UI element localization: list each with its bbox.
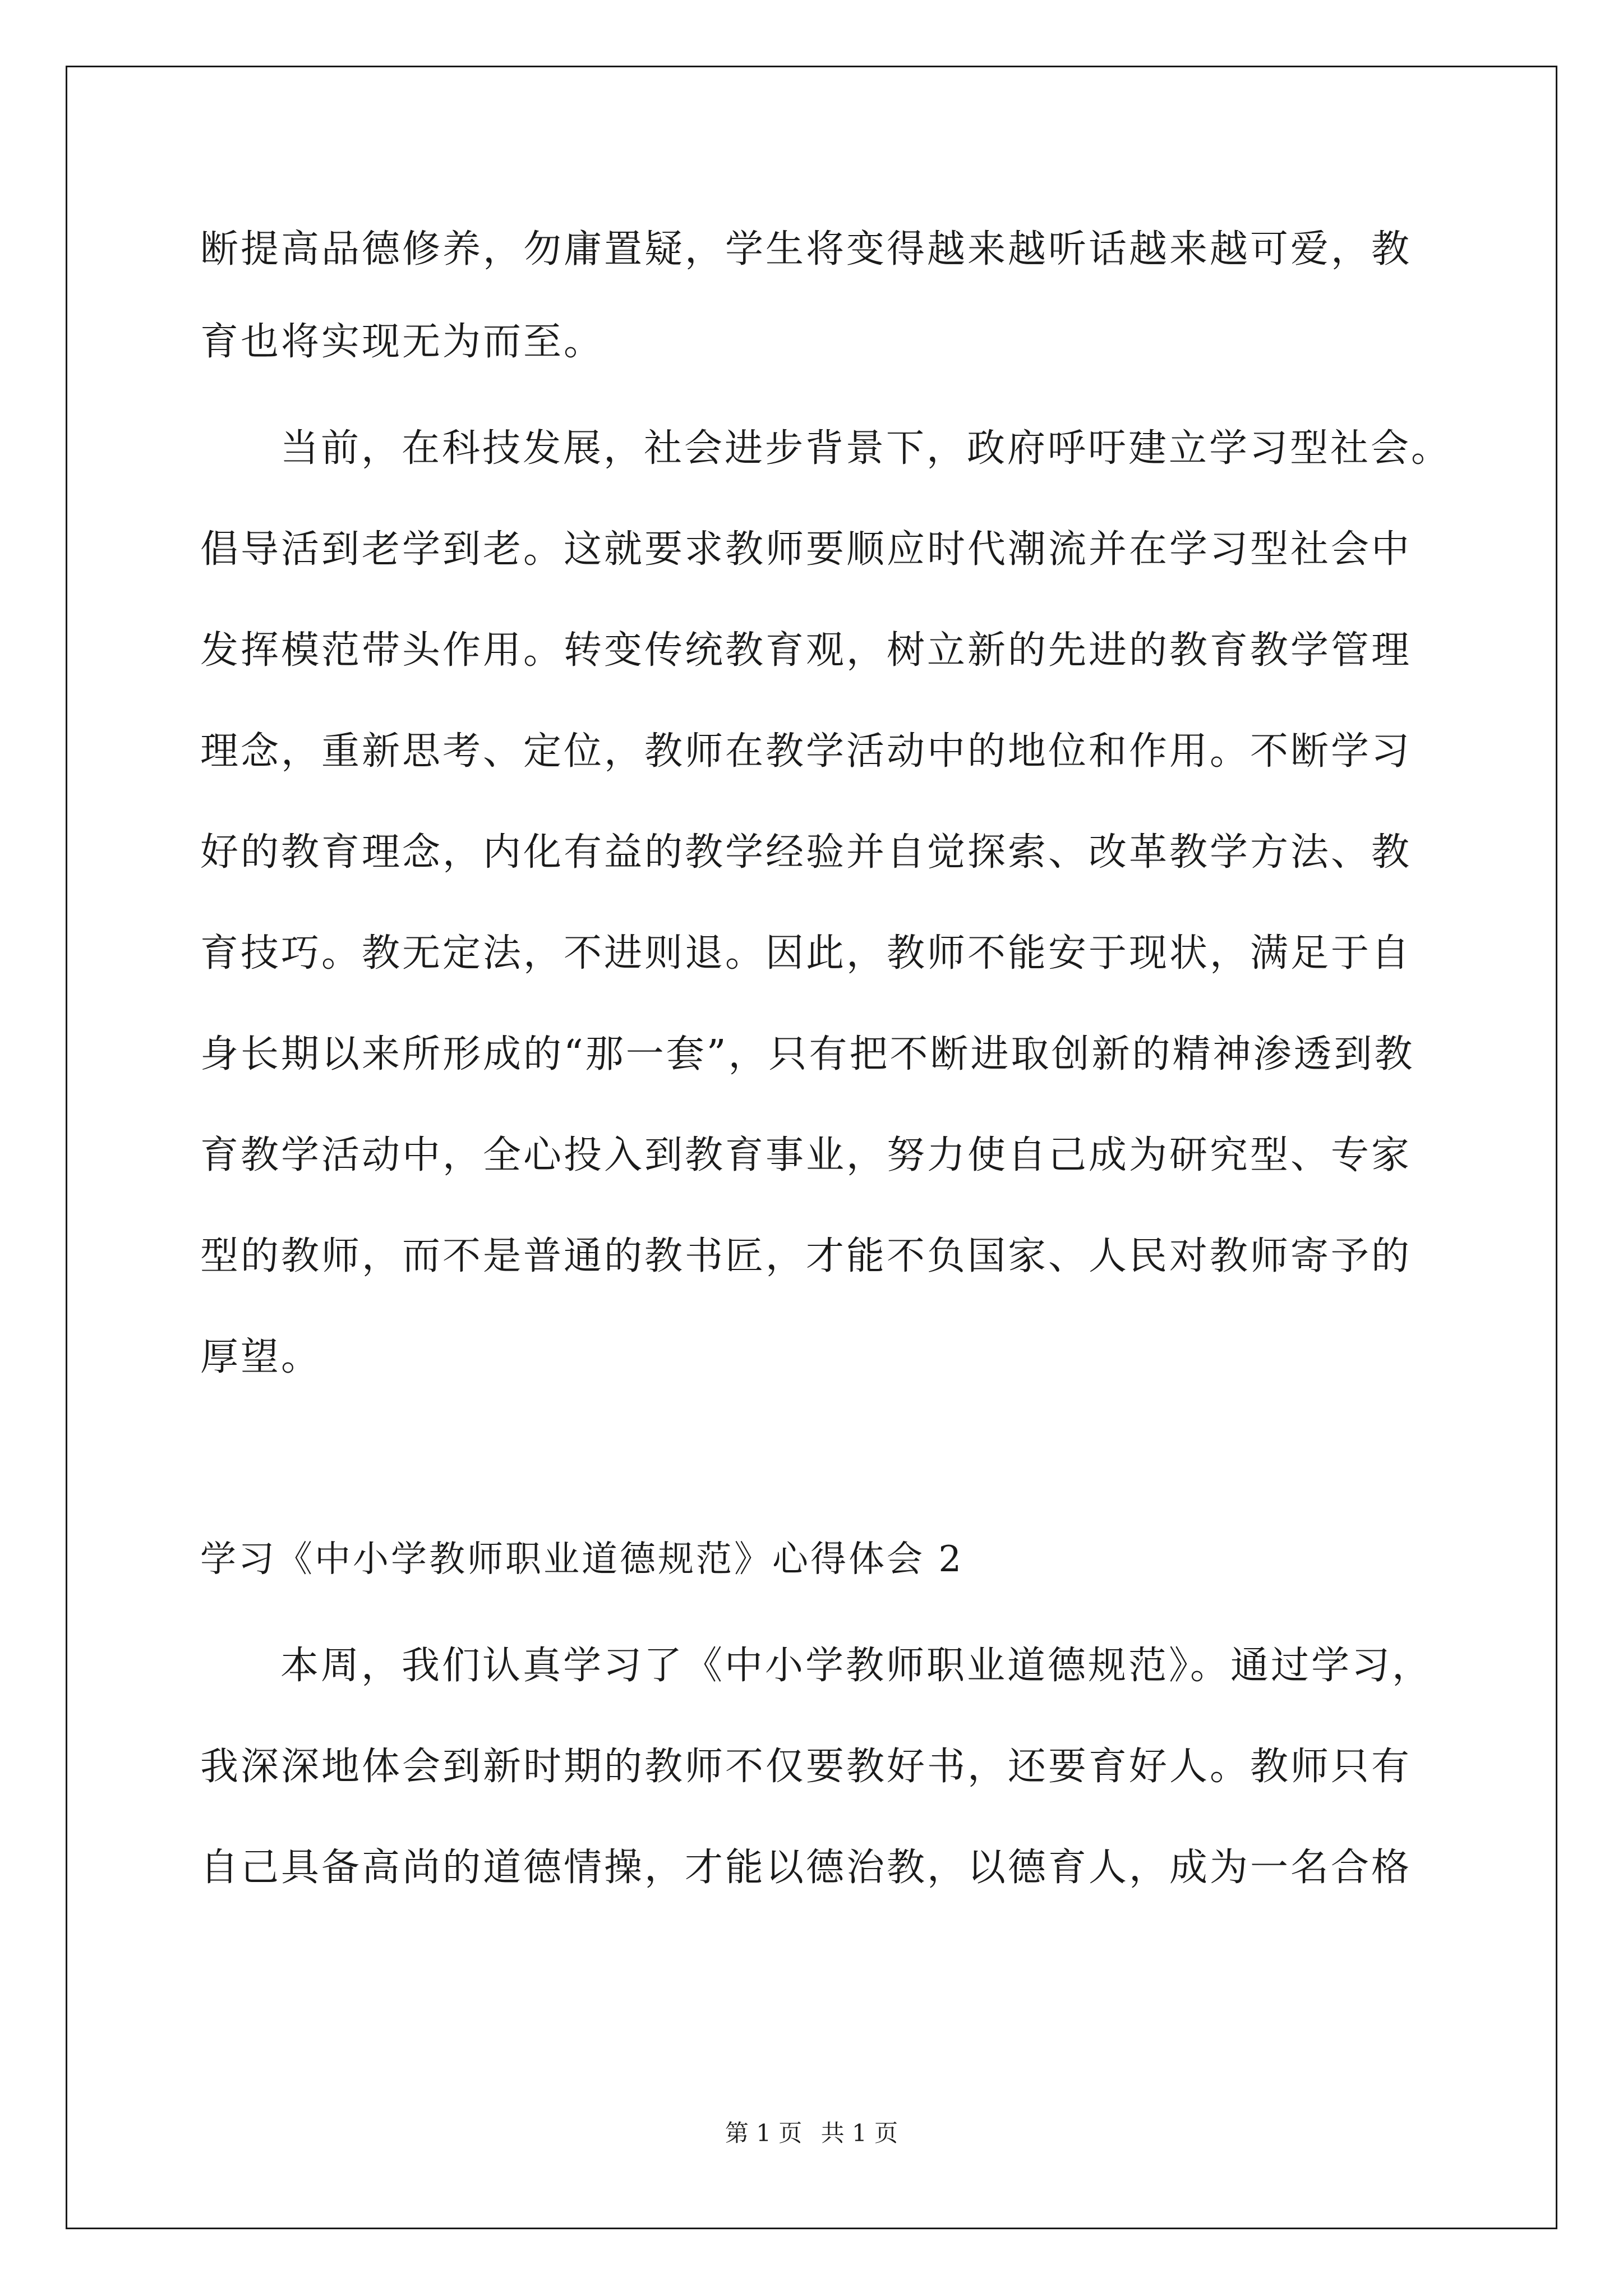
paragraph-2-line-5: 好的教育理念，内化有益的教学经验并自觉探索、改革教学方法、教 (200, 830, 1412, 875)
section-heading: 学习《中小学教师职业道德规范》心得体会 2 (200, 1539, 964, 1580)
paragraph-3-line-2: 我深深地体会到新时期的教师不仅要教好书，还要育好人。教师只有 (200, 1745, 1412, 1789)
page-total: 共 1 页 (820, 2119, 898, 2147)
paragraph-2-line-8: 育教学活动中，全心投入到教育事业，努力使自己成为研究型、专家 (200, 1133, 1412, 1177)
paragraph-2-line-7: 身长期以来所形成的“那一套”，只有把不断进取创新的精神渗透到教 (200, 1032, 1415, 1076)
paragraph-2-line-6: 育技巧。教无定法，不进则退。因此，教师不能安于现状，满足于自 (200, 931, 1412, 976)
paragraph-2-line-10: 厚望。 (200, 1335, 322, 1379)
paragraph-3-line-3: 自己具备高尚的道德情操，才能以德治教，以德育人，成为一名合格 (200, 1846, 1412, 1890)
paragraph-2-line-4: 理念，重新思考、定位，教师在教学活动中的地位和作用。不断学习 (200, 729, 1412, 774)
page-footer (0, 2119, 1623, 2147)
paragraph-3-line-1: 本周，我们认真学习了《中小学教师职业道德规范》。通过学习， (280, 1644, 1433, 1688)
paragraph-1-line-1: 断提高品德修养，勿庸置疑，学生将变得越来越听话越来越可爱，教 (200, 227, 1412, 272)
paragraph-2-line-2: 倡导活到老学到老。这就要求教师要顺应时代潮流并在学习型社会中 (200, 527, 1412, 572)
paragraph-2-line-3: 发挥模范带头作用。转变传统教育观，树立新的先进的教育教学管理 (200, 628, 1412, 673)
page-number: 第 1 页 (725, 2119, 803, 2147)
paragraph-1-line-2: 育也将实现无为而至。 (200, 320, 605, 364)
paragraph-2-line-9: 型的教师，而不是普通的教书匠，才能不负国家、人民对教师寄予的 (200, 1234, 1412, 1278)
paragraph-2-line-1: 当前，在科技发展，社会进步背景下，政府呼吁建立学习型社会。 (280, 426, 1452, 471)
